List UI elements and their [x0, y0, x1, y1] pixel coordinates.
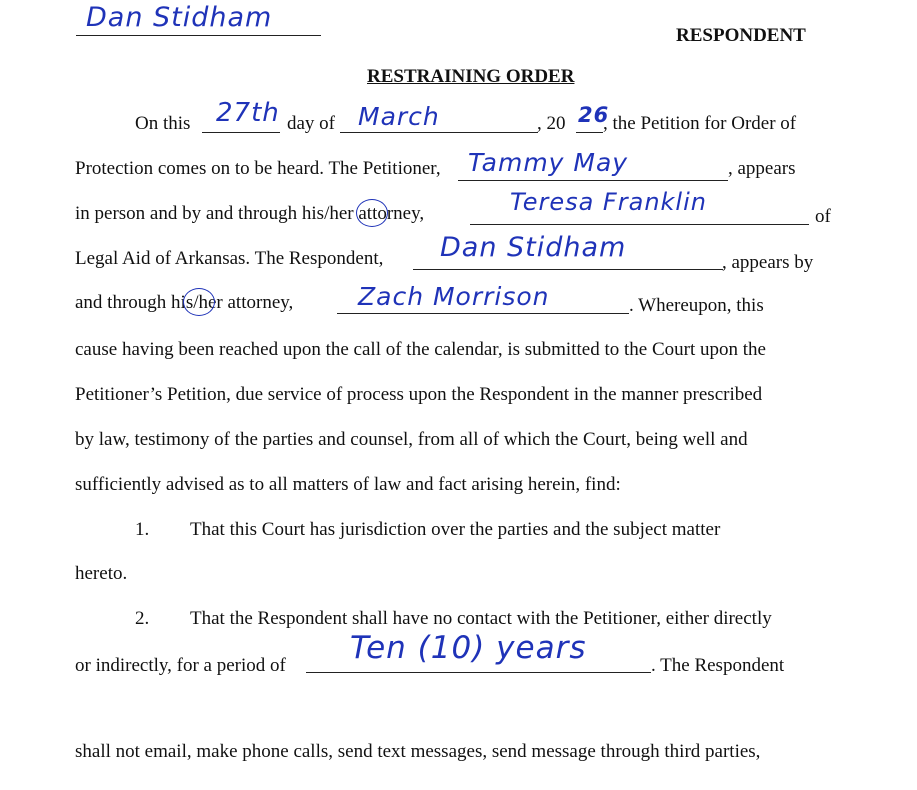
petition-tail: , the Petition for Order of: [603, 113, 797, 134]
year-prefix: , 20: [537, 113, 566, 134]
finding-2-line2-prefix: or indirectly, for a period of: [75, 655, 286, 676]
whereupon-text: . Whereupon, this: [629, 295, 764, 316]
of-text: of: [815, 206, 831, 227]
finding-1-number: 1.: [135, 519, 150, 540]
protection-text: Protection comes on to be heard. The Petitioner,: [75, 158, 441, 179]
respondent-attorney-line: [337, 313, 629, 314]
on-this-label: On this: [135, 113, 191, 134]
finding-1-line2: hereto.: [75, 563, 128, 584]
respondent-label: RESPONDENT: [676, 25, 806, 46]
petitioner-name-line: [458, 180, 728, 181]
body-line: Petitioner’s Petition, due service of process upon the Respondent in the manner prescribed: [75, 384, 763, 405]
through-text: and through his/her attorney,: [75, 292, 294, 313]
respondent-name-line: [76, 35, 321, 36]
body-line: cause having been reached upon the call of the calendar, is submitted to the Court upon the: [75, 339, 766, 360]
finding-1-line1: That this Court has jurisdiction over the parties and the subject matter: [190, 519, 721, 540]
year-line: [576, 132, 603, 133]
legal-aid-text: Legal Aid of Arkansas. The Respondent,: [75, 248, 384, 269]
finding-2-number: 2.: [135, 608, 150, 629]
her-circle-mark: [356, 199, 388, 227]
finding-2-line2-suffix: . The Respondent: [651, 655, 785, 676]
appears-text: , appears: [728, 158, 796, 179]
day-line: [202, 132, 280, 133]
document-title: RESTRAINING ORDER: [367, 66, 575, 87]
period-value: Ten (10) years: [350, 630, 587, 666]
appears-by-text: , appears by: [722, 252, 814, 273]
day-of-label: day of: [287, 113, 336, 134]
day-value: 27th: [216, 98, 280, 128]
month-line: [340, 132, 538, 133]
respondent-name-handwritten: Dan Stidham: [86, 2, 273, 33]
month-value: March: [358, 102, 440, 131]
respondent-name: Dan Stidham: [440, 232, 627, 263]
in-person-text: in person and by and through his/her attorney,: [75, 203, 425, 224]
his-circle-mark: [183, 288, 215, 316]
petitioner-attorney-line: [470, 224, 809, 225]
year-value: 26: [578, 103, 610, 127]
body-line: sufficiently advised as to all matters of law and fact arising herein, find:: [75, 474, 621, 495]
respondent-attorney: Zach Morrison: [358, 282, 550, 311]
respondent-name-body-line: [413, 269, 723, 270]
finding-2-line1: That the Respondent shall have no contact with the Petitioner, either directly: [190, 608, 772, 629]
body-line: by law, testimony of the parties and counsel, from all of which the Court, being well and: [75, 429, 748, 450]
petitioner-name: Tammy May: [468, 148, 629, 177]
period-line: [306, 672, 651, 673]
petitioner-attorney: Teresa Franklin: [510, 188, 707, 216]
finding-2-line3: shall not email, make phone calls, send text messages, send message through third parties,: [75, 741, 761, 762]
